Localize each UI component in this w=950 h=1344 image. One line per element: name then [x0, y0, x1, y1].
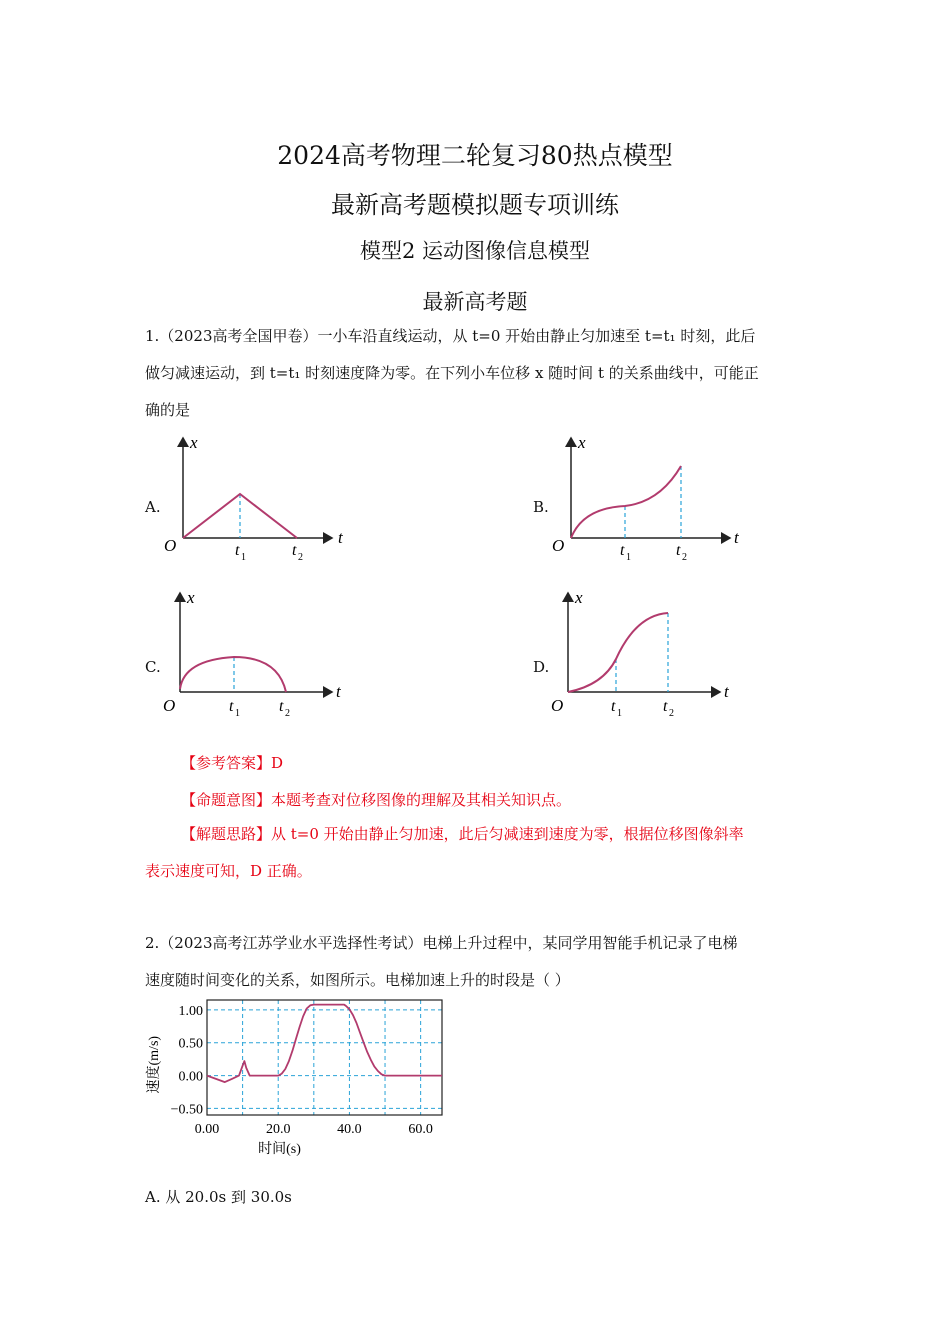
- t-label: t: [734, 528, 739, 547]
- q1-line-1: 1.（2023高考全国甲卷）一小车沿直线运动，从 t=0 开始由静止匀加速至 t=t₁ 时刻，此后: [145, 327, 756, 345]
- solution-line-1: 【解题思路】从 t=0 开始由静止匀加速，此后匀减速到速度为零，根据位移图像斜率: [181, 825, 744, 843]
- x-tick-label: 20.0: [265, 1122, 291, 1137]
- x-axis-label: 时间(s): [258, 1142, 301, 1157]
- graph-b: [548, 430, 748, 565]
- question-1-stem: [145, 318, 810, 429]
- t1-label: t: [229, 698, 234, 715]
- document-subtitle: 最新高考题模拟题专项训练: [331, 191, 619, 219]
- t1-label: t: [235, 542, 240, 559]
- t2-subscript: 2: [285, 708, 290, 719]
- t-label: t: [338, 528, 343, 547]
- t2-label: t: [279, 698, 284, 715]
- origin-label: O: [164, 536, 177, 555]
- section-title: 最新高考题: [422, 290, 528, 314]
- x-tick-label: 40.0: [337, 1122, 362, 1137]
- q2-line-2: 速度随时间变化的关系，如图所示。电梯加速上升的时段是（ ）: [145, 971, 570, 989]
- x-label: x: [575, 588, 583, 607]
- x-tick-label: 60.0: [408, 1122, 433, 1137]
- answer-line: 【参考答案】D: [181, 754, 284, 772]
- question-2-stem: [145, 925, 810, 999]
- q1-line-3: 确的是: [145, 401, 191, 419]
- q2-line-1: 2.（2023高考江苏学业水平选择性考试）电梯上升过程中，某同学用智能手机记录了电梯: [145, 934, 738, 952]
- t1-subscript: 1: [241, 552, 246, 563]
- x-label: x: [190, 433, 198, 452]
- q1-line-2: 做匀减速运动，到 t=t₁ 时刻速度降为零。在下列小车位移 x 随时间 t 的关系曲线中，可能正: [145, 364, 759, 382]
- t2-label: t: [292, 542, 297, 559]
- y-axis-label: 速度(m/s): [147, 1035, 162, 1094]
- t2-subscript: 2: [669, 708, 674, 719]
- option-d-label: D.: [533, 658, 550, 676]
- option-a-label: A.: [145, 498, 161, 516]
- x-t-curve: [571, 466, 681, 538]
- model-title: 模型2 运动图像信息模型: [359, 239, 591, 263]
- x-tick-label: 0.00: [194, 1122, 220, 1137]
- t1-label: t: [611, 698, 616, 715]
- graph-a: [160, 430, 360, 565]
- t1-subscript: 1: [626, 552, 631, 563]
- t2-subscript: 2: [682, 552, 687, 563]
- graph-c: [160, 585, 360, 720]
- x-t-curve: [568, 613, 668, 692]
- y-tick-label: 1.00: [178, 1003, 203, 1019]
- intent-line: 【命题意图】本题考查对位移图像的理解及其相关知识点。: [181, 791, 572, 809]
- y-tick-label: 0.00: [178, 1069, 203, 1085]
- option-c-label: C.: [145, 658, 161, 676]
- x-label: x: [187, 588, 195, 607]
- t1-subscript: 1: [235, 708, 240, 719]
- option-b-label: B.: [533, 498, 549, 516]
- t1-subscript: 1: [617, 708, 622, 719]
- y-tick-label: 0.50: [178, 1036, 203, 1052]
- t2-subscript: 2: [298, 552, 303, 563]
- document-title: 2024高考物理二轮复习80热点模型: [277, 141, 673, 170]
- x-label: x: [578, 433, 586, 452]
- origin-label: O: [552, 536, 565, 555]
- x-t-curve: [180, 657, 286, 692]
- graph-d: [548, 585, 748, 720]
- origin-label: O: [163, 696, 176, 715]
- t2-label: t: [676, 542, 681, 559]
- origin-label: O: [551, 696, 564, 715]
- t-label: t: [336, 682, 341, 701]
- t1-label: t: [620, 542, 625, 559]
- q2-option-a: A. 从 20.0s 到 30.0s: [145, 1188, 292, 1206]
- y-tick-label: −0.50: [170, 1102, 203, 1118]
- t-label: t: [724, 682, 729, 701]
- t2-label: t: [663, 698, 668, 715]
- solution-line-2: 表示速度可知，D 正确。: [145, 862, 312, 880]
- velocity-chart: [140, 995, 460, 1165]
